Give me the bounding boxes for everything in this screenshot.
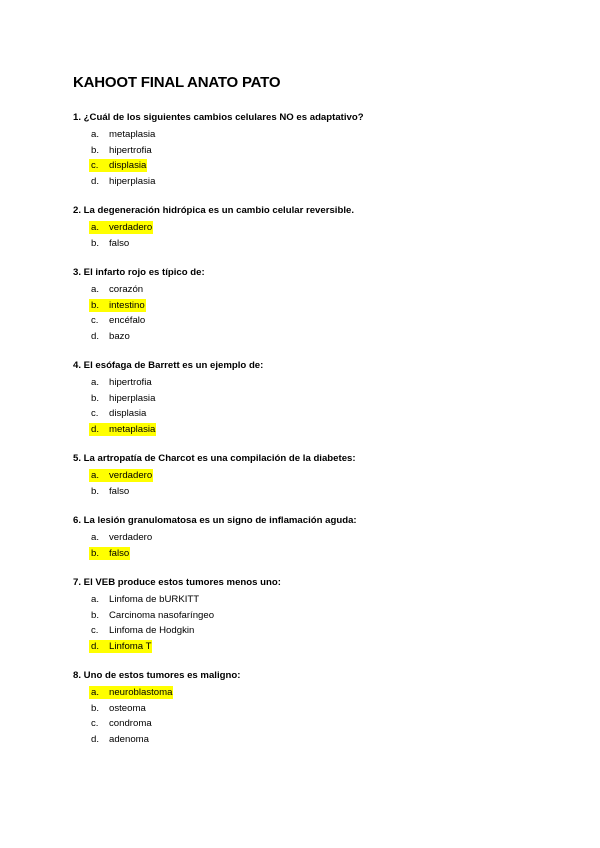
- option-text: condroma: [109, 718, 152, 729]
- answer-option: [73, 623, 573, 639]
- answer-option: [73, 592, 573, 608]
- option-text: hipertrofia: [109, 144, 152, 156]
- option-letter: c.: [91, 625, 99, 636]
- option-text: encéfalo: [109, 315, 146, 326]
- question-text: 2. La degeneración hidrópica es un cambio celular reversible.: [73, 205, 354, 216]
- answer-option: [73, 143, 573, 159]
- option-text: hipertrofia: [109, 377, 152, 388]
- option-letter: c.: [91, 718, 99, 729]
- option-letter: a.: [91, 284, 100, 295]
- answer-option-correct: [73, 220, 573, 236]
- answer-option: [73, 732, 573, 748]
- option-letter: b.: [91, 547, 100, 559]
- question-4: [73, 359, 573, 437]
- option-letter: a.: [91, 470, 100, 481]
- option-text: displasia: [109, 408, 147, 419]
- answer-option-correct: [73, 685, 573, 701]
- option-letter: d.: [91, 423, 100, 435]
- option-letter: b.: [91, 609, 100, 621]
- question-1: [73, 111, 573, 189]
- option-letter: a.: [91, 377, 100, 388]
- option-letter: b.: [91, 299, 100, 311]
- question-text: 5. La artropatía de Charcot es una compilación de la diabetes:: [73, 453, 356, 464]
- option-text: Linfoma T: [109, 640, 152, 652]
- option-text: hiperplasia: [109, 175, 156, 187]
- option-letter: d.: [91, 733, 100, 745]
- option-text: verdadero: [109, 532, 153, 543]
- answer-option: [73, 313, 573, 329]
- option-letter: b.: [91, 485, 100, 497]
- option-letter: a.: [91, 222, 100, 233]
- answer-option: [73, 174, 573, 190]
- option-letter: d.: [91, 640, 100, 652]
- option-text: falso: [109, 237, 130, 249]
- answer-option-correct: [73, 422, 573, 438]
- answer-option: [73, 375, 573, 391]
- answer-option: [73, 701, 573, 717]
- question-8: [73, 669, 573, 747]
- answer-option: [73, 530, 573, 546]
- option-letter: a.: [91, 687, 100, 698]
- question-2: [73, 204, 573, 251]
- answer-option: [73, 236, 573, 252]
- option-text: adenoma: [109, 733, 150, 745]
- answer-option: [73, 329, 573, 345]
- option-letter: d.: [91, 175, 100, 187]
- answer-option-correct: [73, 468, 573, 484]
- option-letter: a.: [91, 532, 100, 543]
- answer-option: [73, 406, 573, 422]
- question-7: [73, 576, 573, 654]
- answer-option: [73, 127, 573, 143]
- answer-option: [73, 716, 573, 732]
- question-text: 3. El infarto rojo es típico de:: [73, 267, 205, 278]
- question-3: [73, 266, 573, 344]
- answer-option: [73, 282, 573, 298]
- option-text: bazo: [109, 330, 130, 342]
- option-text: neuroblastoma: [109, 687, 173, 698]
- option-letter: b.: [91, 144, 100, 156]
- option-text: Linfoma de bURKITT: [109, 594, 200, 605]
- option-text: osteoma: [109, 702, 146, 714]
- option-letter: c.: [91, 160, 99, 171]
- option-letter: d.: [91, 330, 100, 342]
- answer-option-correct: [73, 158, 573, 174]
- option-text: intestino: [109, 299, 145, 311]
- option-text: falso: [109, 547, 130, 559]
- option-text: displasia: [109, 160, 147, 171]
- answer-option: [73, 608, 573, 624]
- option-letter: a.: [91, 594, 100, 605]
- question-text: 8. Uno de estos tumores es maligno:: [73, 670, 241, 681]
- answer-option-correct: [73, 546, 573, 562]
- option-letter: a.: [91, 129, 100, 140]
- option-letter: b.: [91, 237, 100, 249]
- option-letter: c.: [91, 315, 99, 326]
- option-text: Linfoma de Hodgkin: [109, 625, 195, 636]
- question-text: 1. ¿Cuál de los siguientes cambios celulares NO es adaptativo?: [73, 112, 364, 123]
- option-text: verdadero: [109, 222, 153, 233]
- answer-option-correct: [73, 639, 573, 655]
- question-text: 6. La lesión granulomatosa es un signo de inflamación aguda:: [73, 515, 357, 526]
- question-text: 4. El esófaga de Barrett es un ejemplo de:: [73, 360, 264, 371]
- document-title: KAHOOT FINAL ANATO PATO: [73, 74, 281, 91]
- option-letter: c.: [91, 408, 99, 419]
- option-text: hiperplasia: [109, 392, 156, 404]
- option-letter: b.: [91, 392, 100, 404]
- option-text: Carcinoma nasofaríngeo: [109, 609, 215, 621]
- question-text: 7. El VEB produce estos tumores menos uno:: [73, 577, 281, 588]
- answer-option: [73, 391, 573, 407]
- option-letter: b.: [91, 702, 100, 714]
- question-5: [73, 452, 573, 499]
- question-6: [73, 514, 573, 561]
- option-text: verdadero: [109, 470, 153, 481]
- option-text: falso: [109, 485, 130, 497]
- option-text: metaplasia: [109, 129, 156, 140]
- option-text: corazón: [109, 284, 144, 295]
- option-text: metaplasia: [109, 423, 156, 435]
- answer-option: [73, 484, 573, 500]
- answer-option-correct: [73, 298, 573, 314]
